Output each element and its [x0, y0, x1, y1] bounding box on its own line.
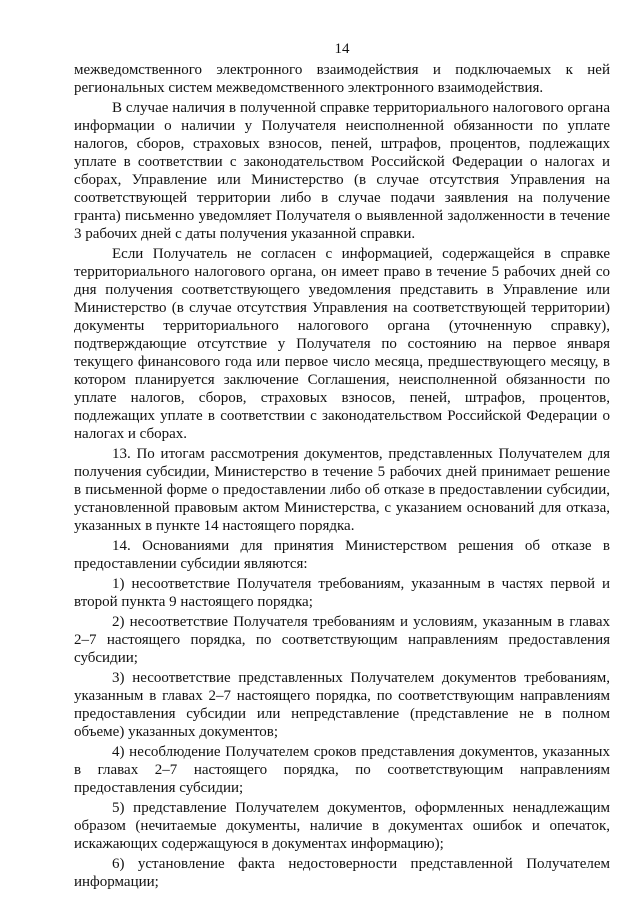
- list-item-refusal-2: 2) несоответствие Получателя требованиям и условиям, указанным в главах 2–7 настоящего порядка, по соответствующим направлениям предоставления субсидии;: [74, 614, 610, 666]
- list-item-refusal-3: 3) несоответствие представленных Получателем документов требованиям, указанным в главах 2–7 настоящего порядка, по соответствующим направлениям предоставления субсидии или непредставление (представление не в полном объеме) указанных документов;: [74, 670, 610, 740]
- document-page: [74, 40, 610, 891]
- paragraph-clause-14: 14. Основаниями для принятия Министерством решения об отказе в предоставлении субсидии являются:: [74, 538, 610, 572]
- paragraph-tax-arrears-notice: В случае наличия в полученной справке территориального налогового органа информации о наличии у Получателя неисполненной обязанности по уплате налогов, сборов, страховых взносов, пеней, штрафов, процентов, подлежащих уплате в соответствии с законодательством Российской Федерации о налогах и сборах, Управление или Министерство (в случае отсутствия Управления на соответствующей территории либо в случае подачи заявления на получение гранта) письменно уведомляет Получателя о выявленной задолженности в течение 3 рабочих дней с даты получения указанной справки.: [74, 100, 610, 242]
- list-item-refusal-4: 4) несоблюдение Получателем сроков представления документов, указанных в главах 2–7 настоящего порядка, по соответствующим направлениям предоставления субсидии;: [74, 744, 610, 796]
- page-number: 14: [334, 41, 350, 57]
- paragraph-clause-13: 13. По итогам рассмотрения документов, представленных Получателем для получения субсидии, Министерство в течение 5 рабочих дней принимает решение в письменной форме о предоставлении либо об отказе в предоставлении субсидии, установленной правовым актом Министерства, с указанием оснований для отказа, указанных в пункте 14 настоящего порядка.: [74, 446, 610, 534]
- list-item-refusal-1: 1) несоответствие Получателя требованиям, указанным в частях первой и второй пункта 9 настоящего порядка;: [74, 576, 610, 610]
- list-item-refusal-6: 6) установление факта недостоверности представленной Получателем информации;: [74, 856, 610, 890]
- list-item-refusal-5: 5) представление Получателем документов, оформленных ненадлежащим образом (нечитаемые документы, наличие в документах ошибок и опечаток, искажающих содержащуюся в документах информацию);: [74, 800, 610, 852]
- paragraph-continuation: межведомственного электронного взаимодействия и подключаемых к ней региональных систем межведомственного электронного взаимодействия.: [74, 62, 610, 96]
- paragraph-disagreement-right: Если Получатель не согласен с информацией, содержащейся в справке территориального налогового органа, он имеет право в течение 5 рабочих дней со дня получения соответствующего уведомления представить в Управление или Министерство (в случае отсутствия Управления на соответствующей территории) документы территориального налогового органа (уточненную справку), подтверждающие отсутствие у Получателя по состоянию на первое января текущего финансового года или первое число месяца, предшествующего месяцу, в котором планируется заключение Соглашения, неисполненной обязанности по уплате налогов, сборов, страховых взносов, пеней, штрафов, процентов, подлежащих уплате в соответствии с законодательством Российской Федерации о налогах и сборах.: [74, 246, 610, 442]
